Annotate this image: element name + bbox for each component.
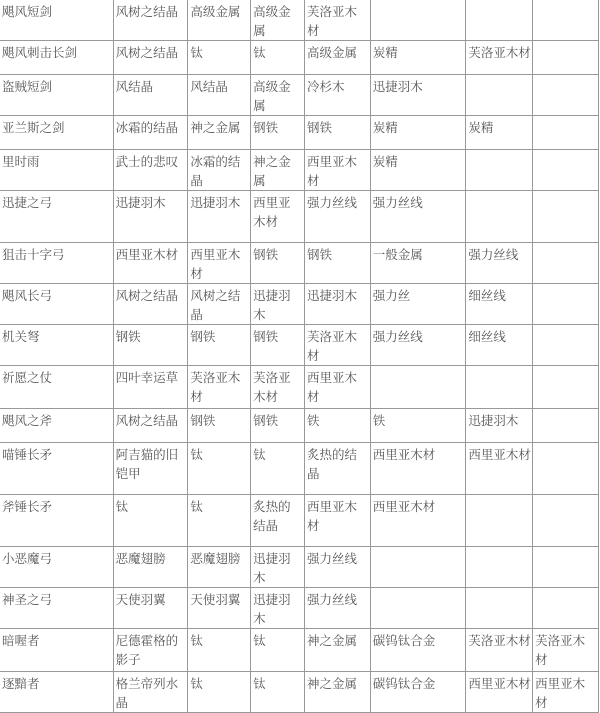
material-cell: 西里亚木材 bbox=[113, 243, 188, 284]
material-cell: 钢铁 bbox=[188, 409, 251, 443]
material-cell bbox=[533, 443, 599, 495]
item-name-cell: 机关弩 bbox=[0, 325, 113, 366]
material-cell: 钢铁 bbox=[251, 116, 305, 150]
material-cell: 恶魔翅膀 bbox=[113, 547, 188, 588]
material-cell: 钛 bbox=[113, 495, 188, 547]
material-cell bbox=[466, 366, 533, 409]
material-cell: 西里亚木材 bbox=[466, 672, 533, 713]
table-row bbox=[0, 366, 599, 409]
material-cell bbox=[370, 366, 466, 409]
table-row bbox=[0, 325, 599, 366]
material-cell: 西里亚木材 bbox=[466, 443, 533, 495]
material-cell: 高级金属 bbox=[304, 41, 370, 75]
material-cell: 炙热的结晶 bbox=[251, 495, 305, 547]
item-name-cell: 暗喔者 bbox=[0, 629, 113, 672]
item-name-cell: 飓风短剑 bbox=[0, 0, 113, 41]
material-cell: 钛 bbox=[188, 443, 251, 495]
material-cell: 神之金属 bbox=[251, 150, 305, 191]
material-cell bbox=[370, 0, 466, 41]
material-cell: 炭精 bbox=[370, 116, 466, 150]
table-row bbox=[0, 495, 599, 547]
material-cell: 迅捷羽木 bbox=[251, 588, 305, 629]
material-cell: 迅捷羽木 bbox=[113, 191, 188, 243]
material-cell: 芙洛亚木材 bbox=[533, 629, 599, 672]
material-cell: 风结晶 bbox=[188, 75, 251, 116]
material-cell: 钛 bbox=[251, 672, 305, 713]
material-cell bbox=[533, 409, 599, 443]
material-cell: 钢铁 bbox=[251, 325, 305, 366]
material-cell bbox=[466, 75, 533, 116]
material-cell: 西里亚木材 bbox=[304, 366, 370, 409]
material-cell: 迅捷羽木 bbox=[251, 547, 305, 588]
material-cell: 炙热的结晶 bbox=[304, 443, 370, 495]
material-cell: 天使羽翼 bbox=[188, 588, 251, 629]
material-cell: 炭精 bbox=[370, 41, 466, 75]
item-name-cell: 盗贼短剑 bbox=[0, 75, 113, 116]
table-row bbox=[0, 672, 599, 713]
material-cell bbox=[533, 41, 599, 75]
table-row bbox=[0, 0, 599, 41]
material-cell: 钢铁 bbox=[304, 243, 370, 284]
item-name-cell: 小恶魔弓 bbox=[0, 547, 113, 588]
table-row bbox=[0, 409, 599, 443]
material-cell: 西里亚木材 bbox=[304, 150, 370, 191]
material-cell: 钢铁 bbox=[188, 325, 251, 366]
table-row bbox=[0, 443, 599, 495]
material-cell bbox=[466, 150, 533, 191]
material-cell bbox=[466, 495, 533, 547]
material-cell: 铁 bbox=[304, 409, 370, 443]
material-cell: 碳钨钛合金 bbox=[370, 672, 466, 713]
material-cell: 迅捷羽木 bbox=[251, 284, 305, 325]
material-cell: 阿吉猫的旧铠甲 bbox=[113, 443, 188, 495]
material-cell: 强力丝线 bbox=[304, 547, 370, 588]
material-cell bbox=[533, 325, 599, 366]
table-row bbox=[0, 41, 599, 75]
table-row bbox=[0, 75, 599, 116]
material-cell: 迅捷羽木 bbox=[370, 75, 466, 116]
material-cell: 迅捷羽木 bbox=[466, 409, 533, 443]
item-name-cell: 祈愿之仗 bbox=[0, 366, 113, 409]
table-row bbox=[0, 191, 599, 243]
item-name-cell: 逐黯者 bbox=[0, 672, 113, 713]
table-row bbox=[0, 150, 599, 191]
material-cell bbox=[466, 191, 533, 243]
material-cell: 强力丝线 bbox=[304, 588, 370, 629]
material-cell: 钢铁 bbox=[304, 116, 370, 150]
table-row bbox=[0, 284, 599, 325]
material-cell: 神之金属 bbox=[304, 672, 370, 713]
material-cell: 钛 bbox=[188, 672, 251, 713]
material-cell: 芙洛亚木材 bbox=[188, 366, 251, 409]
material-cell: 西里亚木材 bbox=[370, 443, 466, 495]
material-cell: 风树之结晶 bbox=[113, 41, 188, 75]
material-cell bbox=[370, 588, 466, 629]
material-cell: 高级金属 bbox=[188, 0, 251, 41]
material-cell: 强力丝 bbox=[370, 284, 466, 325]
material-cell: 迅捷羽木 bbox=[188, 191, 251, 243]
material-cell: 风树之结晶 bbox=[113, 0, 188, 41]
material-cell: 冰霜的结晶 bbox=[188, 150, 251, 191]
material-cell bbox=[533, 547, 599, 588]
material-cell: 钛 bbox=[251, 629, 305, 672]
material-cell: 尼德霍格的影子 bbox=[113, 629, 188, 672]
item-name-cell: 飓风之斧 bbox=[0, 409, 113, 443]
material-cell: 西里亚木材 bbox=[533, 672, 599, 713]
material-cell: 西里亚木材 bbox=[188, 243, 251, 284]
item-name-cell: 飓风刺击长剑 bbox=[0, 41, 113, 75]
material-cell: 一般金属 bbox=[370, 243, 466, 284]
material-cell: 炭精 bbox=[466, 116, 533, 150]
material-cell: 强力丝线 bbox=[466, 243, 533, 284]
material-cell: 芙洛亚木材 bbox=[466, 41, 533, 75]
material-cell: 高级金属 bbox=[251, 75, 305, 116]
material-cell: 神之金属 bbox=[188, 116, 251, 150]
material-cell: 芙洛亚木材 bbox=[304, 325, 370, 366]
material-cell: 炭精 bbox=[370, 150, 466, 191]
material-cell: 四叶幸运草 bbox=[113, 366, 188, 409]
material-cell bbox=[533, 284, 599, 325]
material-cell bbox=[466, 0, 533, 41]
material-cell: 钛 bbox=[251, 443, 305, 495]
material-cell: 天使羽翼 bbox=[113, 588, 188, 629]
material-cell: 武士的悲叹 bbox=[113, 150, 188, 191]
item-name-cell: 神圣之弓 bbox=[0, 588, 113, 629]
material-cell: 碳钨钛合金 bbox=[370, 629, 466, 672]
material-cell: 恶魔翅膀 bbox=[188, 547, 251, 588]
material-cell bbox=[533, 243, 599, 284]
material-cell bbox=[533, 366, 599, 409]
item-name-cell: 飓风长弓 bbox=[0, 284, 113, 325]
material-cell: 钢铁 bbox=[113, 325, 188, 366]
material-cell bbox=[533, 150, 599, 191]
material-cell: 风结晶 bbox=[113, 75, 188, 116]
item-name-cell: 迅捷之弓 bbox=[0, 191, 113, 243]
material-cell: 格兰帝列水晶 bbox=[113, 672, 188, 713]
material-cell: 钛 bbox=[251, 41, 305, 75]
item-name-cell: 斧锤长矛 bbox=[0, 495, 113, 547]
material-cell: 钢铁 bbox=[251, 243, 305, 284]
material-cell bbox=[533, 495, 599, 547]
material-cell bbox=[533, 588, 599, 629]
material-cell bbox=[533, 75, 599, 116]
material-cell: 芙洛亚木材 bbox=[304, 0, 370, 41]
material-cell bbox=[533, 116, 599, 150]
material-cell: 细丝线 bbox=[466, 284, 533, 325]
table-row bbox=[0, 629, 599, 672]
material-cell: 强力丝线 bbox=[304, 191, 370, 243]
material-cell: 冷杉木 bbox=[304, 75, 370, 116]
item-name-cell: 喵锤长矛 bbox=[0, 443, 113, 495]
material-cell: 细丝线 bbox=[466, 325, 533, 366]
material-cell: 钢铁 bbox=[251, 409, 305, 443]
item-name-cell: 狙击十字弓 bbox=[0, 243, 113, 284]
material-cell: 强力丝线 bbox=[370, 191, 466, 243]
material-cell bbox=[466, 547, 533, 588]
material-cell: 芙洛亚木材 bbox=[251, 366, 305, 409]
material-cell: 西里亚木材 bbox=[251, 191, 305, 243]
material-cell: 西里亚木材 bbox=[370, 495, 466, 547]
table-row bbox=[0, 116, 599, 150]
table-row bbox=[0, 588, 599, 629]
material-cell: 神之金属 bbox=[304, 629, 370, 672]
item-name-cell: 亚兰斯之剑 bbox=[0, 116, 113, 150]
material-cell bbox=[533, 191, 599, 243]
material-cell: 西里亚木材 bbox=[304, 495, 370, 547]
material-cell bbox=[533, 0, 599, 41]
material-cell: 强力丝线 bbox=[370, 325, 466, 366]
material-cell: 钛 bbox=[188, 495, 251, 547]
table-row bbox=[0, 547, 599, 588]
material-cell: 冰霜的结晶 bbox=[113, 116, 188, 150]
material-cell: 风树之结晶 bbox=[113, 284, 188, 325]
material-cell bbox=[370, 547, 466, 588]
item-name-cell: 里时雨 bbox=[0, 150, 113, 191]
material-cell: 风树之结晶 bbox=[188, 284, 251, 325]
material-cell: 高级金属 bbox=[251, 0, 305, 41]
material-cell: 钛 bbox=[188, 629, 251, 672]
material-cell bbox=[466, 588, 533, 629]
material-cell: 铁 bbox=[370, 409, 466, 443]
material-cell: 迅捷羽木 bbox=[304, 284, 370, 325]
material-cell: 钛 bbox=[188, 41, 251, 75]
material-cell: 风树之结晶 bbox=[113, 409, 188, 443]
material-cell: 芙洛亚木材 bbox=[466, 629, 533, 672]
table-row bbox=[0, 243, 599, 284]
